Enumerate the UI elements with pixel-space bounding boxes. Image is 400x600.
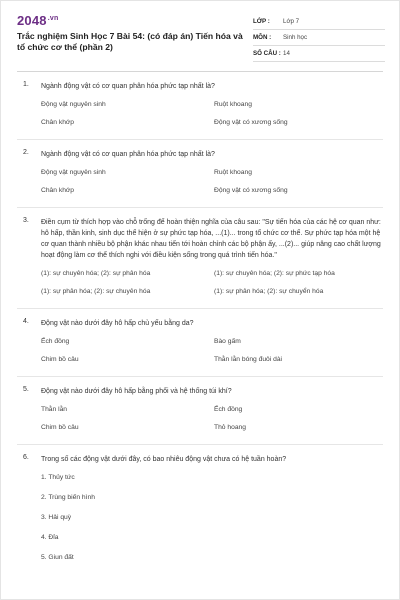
option-b[interactable]: Ếch đồng (214, 406, 243, 413)
option-c[interactable]: Chim bồ câu (41, 424, 79, 431)
header-divider (17, 71, 383, 72)
option-a[interactable]: (1): sự chuyên hóa; (2): sự phân hóa (41, 270, 151, 277)
question-3 (1, 217, 399, 296)
meta-row-class: LỚP : Lớp 7 (253, 14, 385, 30)
list-item: 5. Giun đất (41, 554, 74, 561)
question-5 (1, 386, 399, 432)
item-list (41, 473, 381, 562)
meta-row-count: SỐ CÂU : 14 (253, 46, 385, 62)
option-d[interactable]: Thỏ hoang (214, 424, 246, 431)
option-c[interactable]: Chim bồ câu (41, 356, 79, 363)
question-text: Động vật nào dưới đây hô hấp chủ yếu bằng da? (41, 320, 194, 327)
question-number: 3. (23, 217, 29, 224)
options (41, 269, 381, 296)
header (1, 1, 399, 69)
question-number: 6. (23, 454, 29, 461)
meta-row-subject: MÔN : Sinh học (253, 30, 385, 46)
option-b[interactable]: Bào gấm (214, 338, 241, 345)
options (41, 100, 381, 127)
option-d[interactable]: Động vật có xương sống (214, 119, 288, 126)
question-text: Điền cụm từ thích hợp vào chỗ trống để hoàn thiện nghĩa của câu sau: "Sự tiến hóa của các hệ cơ quan như: hô hấp, thần kinh, sinh dục thể hiện ở sự phức tạp hóa, ...(1)... trong tổ chức cơ thể. Sự phức tạp hóa một hệ cơ quan thành nhiều bộ phận khác nhau tiến tới hoàn chỉnh các bộ phận ấy, ...(2)... giúp nâng cao chất lượng hoạt động làm cơ thể thích nghi với điều kiện sống trong quá trình tiến hóa." (41, 219, 381, 259)
questions (1, 81, 399, 573)
option-b[interactable]: Ruột khoang (214, 101, 252, 108)
options (41, 168, 381, 195)
option-a[interactable]: Động vật nguyên sinh (41, 169, 106, 176)
question-2 (1, 149, 399, 195)
option-c[interactable]: Chân khớp (41, 119, 75, 126)
question-number: 5. (23, 386, 29, 393)
question-1 (1, 81, 399, 127)
question-number: 4. (23, 318, 29, 325)
list-item: 2. Trùng biến hình (41, 494, 95, 501)
question-separator (17, 444, 383, 445)
options (41, 337, 381, 364)
option-d[interactable]: Động vật có xương sống (214, 187, 288, 194)
option-a[interactable]: Động vật nguyên sinh (41, 101, 106, 108)
option-b[interactable]: (1): sự chuyên hóa; (2): sự phức tạp hóa (214, 270, 335, 277)
question-text: Động vật nào dưới đây hô hấp bằng phổi và hệ thống túi khí? (41, 388, 232, 395)
list-item: 1. Thủy tức (41, 474, 75, 481)
meta-info (253, 14, 385, 62)
question-separator (17, 139, 383, 140)
question-text: Trong số các động vật dưới đây, có bao nhiêu động vật chưa có hệ tuần hoàn? (41, 456, 287, 463)
option-a[interactable]: Thằn lằn (41, 406, 68, 413)
question-separator (17, 376, 383, 377)
page-title: Trắc nghiệm Sinh Học 7 Bài 54: (có đáp án) Tiến hóa và tổ chức cơ thể (phần 2) (17, 31, 243, 52)
question-4 (1, 318, 399, 364)
question-text: Ngành động vật có cơ quan phân hóa phức tạp nhất là? (41, 83, 215, 90)
question-separator (17, 207, 383, 208)
question-separator (17, 308, 383, 309)
list-item: 4. Đỉa (41, 534, 59, 541)
option-d[interactable]: Thằn lằn bóng đuôi dài (214, 356, 283, 363)
site-logo[interactable]: $2048^{.vn}$ (17, 13, 59, 28)
option-b[interactable]: Ruột khoang (214, 169, 252, 176)
question-6 (1, 454, 399, 562)
options (41, 405, 381, 432)
option-a[interactable]: Ếch đồng (41, 338, 70, 345)
list-item: 3. Hải quỳ (41, 514, 72, 521)
option-c[interactable]: Chân khớp (41, 187, 75, 194)
question-text: Ngành động vật có cơ quan phân hóa phức tạp nhất là? (41, 151, 215, 158)
question-number: 2. (23, 149, 29, 156)
question-number: 1. (23, 81, 29, 88)
option-c[interactable]: (1): sự phân hóa; (2): sự chuyên hóa (41, 288, 151, 295)
option-d[interactable]: (1): sự phân hóa; (2): sự chuyển hóa (214, 288, 324, 295)
